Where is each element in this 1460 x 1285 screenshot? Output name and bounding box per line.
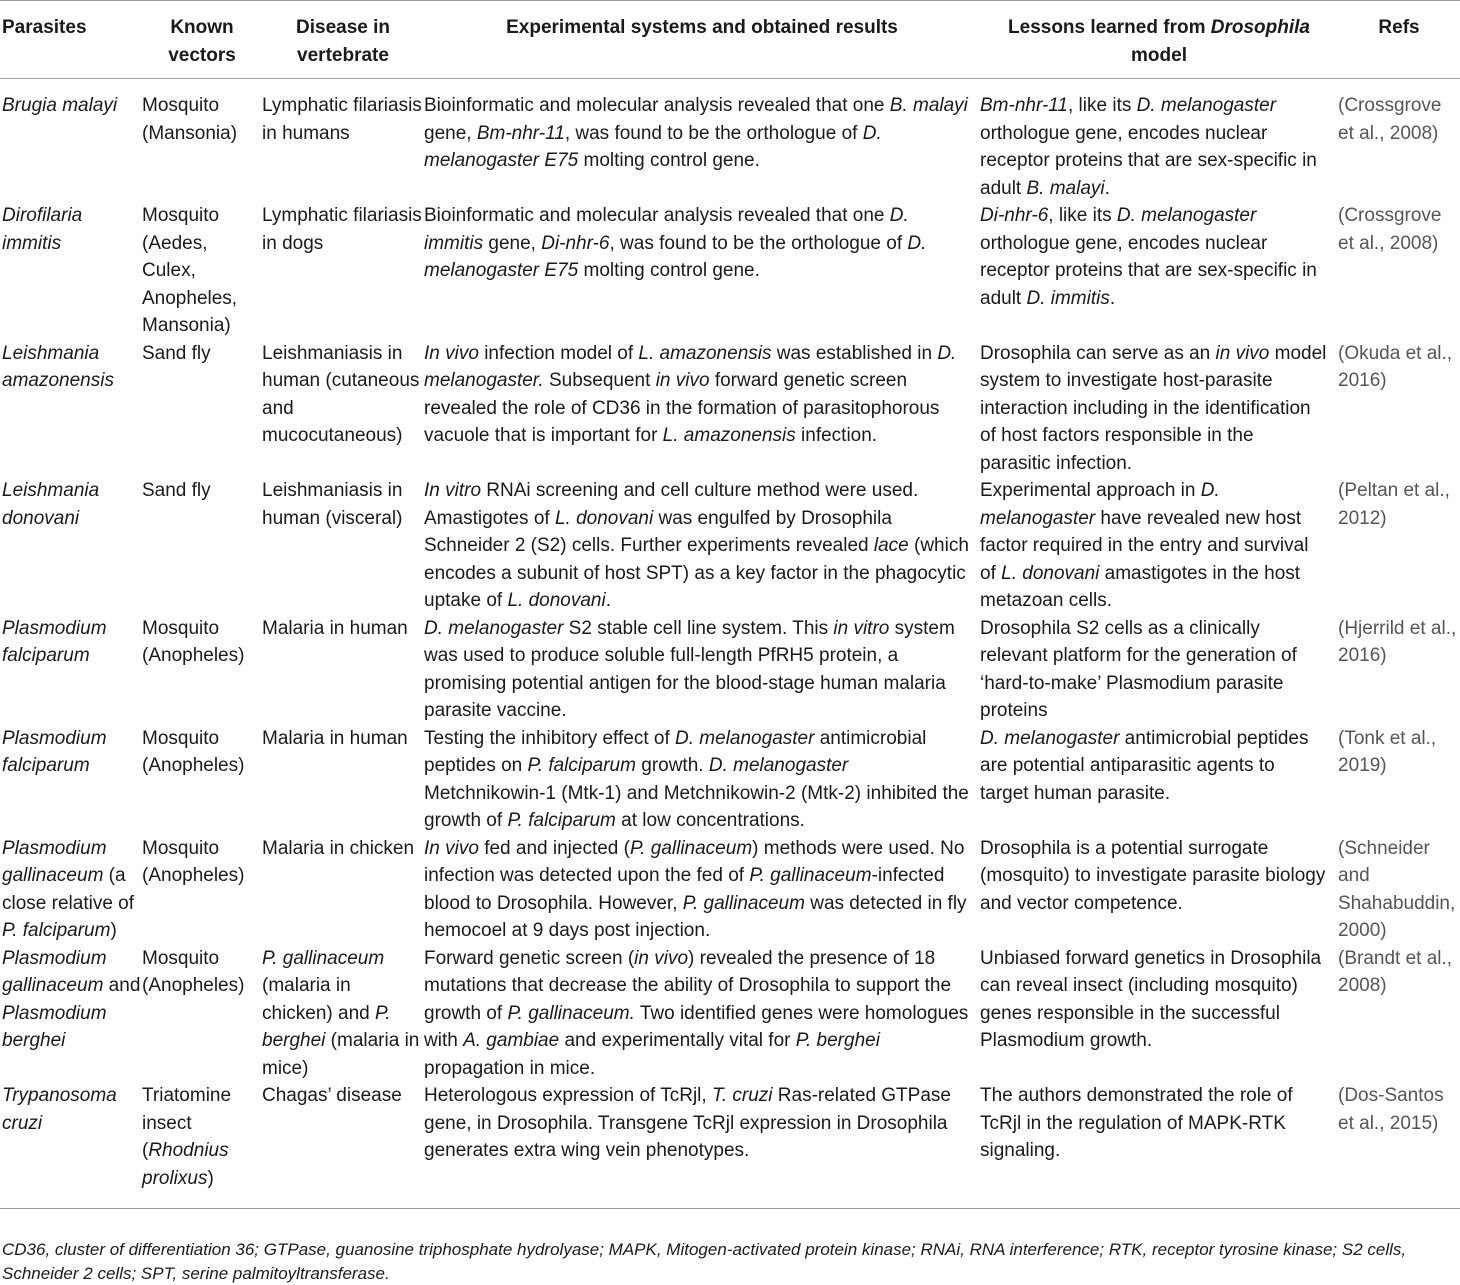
cell-lessons	[980, 202, 1338, 340]
text-segment: , like its	[1048, 205, 1117, 226]
header-lessons-italic: Drosophila	[1210, 17, 1310, 38]
text-segment: Drosophila is a potential surrogate (mosquito) to investigate parasite biology and vector competence.	[980, 837, 1326, 914]
text-segment: P. falciparum	[2, 920, 111, 941]
text-segment: B. malayi	[889, 95, 968, 116]
cell-vector	[142, 1082, 262, 1209]
cell-parasite	[0, 615, 142, 725]
text-segment: have revealed new host factor required in the entry and survival of	[980, 507, 1309, 584]
text-segment: .	[1104, 177, 1110, 199]
cell-lessons	[980, 945, 1338, 1083]
text-segment: Mosquito (Anopheles)	[142, 617, 245, 666]
text-segment: in vivo	[1215, 342, 1270, 364]
cell-vector	[142, 945, 262, 1083]
text-segment: Rhodnius prolixus	[142, 1140, 229, 1189]
table-row	[0, 79, 1460, 203]
text-segment: Heterologous expression of TcRjl,	[424, 1085, 712, 1106]
cell-experimental	[424, 835, 980, 945]
cell-disease	[262, 340, 424, 478]
text-segment: L. donovani	[1001, 562, 1100, 584]
text-segment: Bioinformatic and molecular analysis revealed that one	[424, 95, 890, 116]
text-segment: Leishmaniasis in human (cutaneous and mucocutaneous)	[262, 342, 420, 446]
text-segment: D. melanogaster	[708, 755, 849, 776]
text-segment: fed and injected (	[478, 837, 630, 859]
text-segment: Drosophila can serve as an	[980, 342, 1216, 364]
text-segment: In vivo	[424, 837, 479, 859]
text-segment: Malaria in chicken	[262, 837, 415, 859]
text-segment: (malaria in chicken) and	[262, 975, 376, 1024]
text-segment: Mosquito (Aedes, Culex, Anopheles, Mansonia)	[142, 205, 238, 336]
text-segment: RNAi screening and cell culture method were used. Amastigotes of	[424, 480, 919, 529]
text-segment: D. immitis	[424, 205, 909, 254]
text-segment: P. falciparum	[507, 810, 616, 831]
text-segment: infection model of	[478, 342, 639, 364]
cell-ref: (Tonk et al., 2019)	[1338, 727, 1437, 776]
cell-disease	[262, 79, 424, 203]
cell-disease	[262, 1082, 424, 1209]
text-segment: Plasmodium gallinaceum	[2, 947, 107, 996]
header-disease: Disease in vertebrate	[262, 1, 424, 79]
cell-lessons	[980, 477, 1338, 615]
text-segment: Forward genetic screen (	[424, 947, 635, 969]
cell-ref: (Crossgrove et al., 2008)	[1338, 205, 1442, 254]
text-segment: P. gallinaceum	[262, 947, 385, 969]
text-segment: P. berghei	[795, 1030, 880, 1051]
text-segment: B. malayi	[1026, 177, 1105, 199]
text-segment: orthologue gene, encodes nuclear receptor proteins that are sex-specific in adult	[980, 122, 1317, 199]
cell-experimental	[424, 477, 980, 615]
cell-experimental	[424, 945, 980, 1083]
text-segment: The authors demonstrated the role of TcRjl in the regulation of MAPK-RTK signaling.	[980, 1085, 1293, 1161]
text-segment: D. melanogaster	[675, 727, 815, 749]
cell-vector	[142, 725, 262, 835]
cell-parasite	[0, 945, 142, 1083]
cell-ref: (Dos-Santos et al., 2015)	[1338, 1082, 1460, 1209]
text-segment: in vivo	[655, 370, 710, 391]
text-segment: D. melanogaster E75	[424, 122, 882, 171]
text-segment: infection.	[795, 425, 878, 446]
text-segment: P. gallinaceum	[682, 892, 805, 914]
cell-parasite	[0, 477, 142, 615]
text-segment: D. melanogaster E75	[424, 232, 927, 281]
table-row	[0, 725, 1460, 835]
cell-ref: (Brandt et al., 2008)	[1338, 947, 1453, 996]
text-segment: -infected blood to Drosophila. However,	[424, 865, 945, 914]
cell-experimental	[424, 79, 980, 203]
text-segment: model system to investigate host-parasite interaction including in the identification of host factors responsible in the parasitic infection.	[980, 342, 1327, 474]
text-segment: Testing the inhibitory effect of	[424, 727, 676, 749]
text-segment: D. immitis	[1026, 287, 1110, 309]
text-segment: (malaria in mice)	[262, 1030, 420, 1079]
cell-lessons	[980, 1082, 1338, 1209]
text-segment: D. melanogaster	[980, 727, 1120, 749]
text-segment: ) methods were used. No infection was detected upon the fed of	[424, 837, 965, 886]
text-segment: Chagas’ disease	[262, 1085, 402, 1106]
table-body	[0, 79, 1460, 1209]
text-segment: Lymphatic filariasis in dogs	[262, 205, 422, 254]
text-segment: D. melanogaster.	[424, 342, 957, 391]
cell-lessons	[980, 79, 1338, 203]
text-segment: T. cruzi	[711, 1085, 773, 1106]
cell-disease	[262, 477, 424, 615]
cell-experimental	[424, 615, 980, 725]
text-segment: was detected in fly hemocoel at 9 days post injection.	[424, 892, 967, 941]
text-segment: in vivo	[634, 947, 689, 969]
text-segment: Plasmodium falciparum	[2, 727, 107, 776]
text-segment: antimicrobial peptides are potential antiparasitic agents to target human parasite.	[980, 727, 1309, 804]
table-row	[0, 615, 1460, 725]
text-segment: at low concentrations.	[615, 810, 805, 831]
table-row	[0, 945, 1460, 1083]
text-segment: , was found to be the orthologue of	[564, 122, 863, 144]
cell-lessons	[980, 725, 1338, 835]
text-segment: Mosquito (Anopheles)	[142, 837, 245, 886]
text-segment: molting control gene.	[578, 150, 760, 171]
header-lessons-pre: Lessons learned from	[1008, 17, 1211, 38]
text-segment: L. donovani	[554, 507, 654, 529]
text-segment: L. amazonensis	[662, 425, 796, 446]
table-row	[0, 1082, 1460, 1209]
text-segment: antimicrobial peptides on	[424, 727, 927, 776]
text-segment: Experimental approach in	[980, 480, 1201, 501]
text-segment: Plasmodium berghei	[2, 1002, 107, 1051]
text-segment: Bm-nhr-11	[476, 122, 565, 144]
table-row	[0, 340, 1460, 478]
cell-parasite	[0, 202, 142, 340]
text-segment: propagation in mice.	[424, 1057, 596, 1079]
text-segment: Two identified genes were homologues with	[424, 1002, 969, 1051]
cell-ref: (Peltan et al., 2012)	[1338, 480, 1450, 529]
table-header-row	[0, 1, 1460, 79]
text-segment: )	[207, 1167, 214, 1189]
cell-disease	[262, 835, 424, 945]
text-segment: and	[103, 975, 141, 996]
text-segment: Sand fly	[142, 480, 211, 501]
header-known-vectors: Known vectors	[142, 1, 262, 79]
text-segment: Mosquito (Mansonia)	[142, 95, 238, 144]
text-segment: in vitro	[833, 617, 890, 639]
cell-ref: (Hjerrild et al., 2016)	[1338, 617, 1457, 666]
text-segment: P. berghei	[262, 1002, 391, 1051]
text-segment: (which encodes a subunit of host SPT) as a key factor in the phagocytic uptake of	[424, 535, 969, 611]
text-segment: )	[110, 920, 117, 941]
text-segment: Plasmodium falciparum	[2, 617, 107, 666]
cell-experimental	[424, 340, 980, 478]
text-segment: P. gallinaceum	[629, 837, 753, 859]
text-segment: In vivo	[424, 342, 479, 364]
text-segment: was established in	[771, 342, 938, 364]
text-segment: D. melanogaster	[980, 480, 1220, 529]
text-segment: S2 stable cell line system. This	[563, 617, 834, 639]
cell-vector	[142, 202, 262, 340]
text-segment: molting control gene.	[578, 260, 760, 281]
text-segment: Subsequent	[543, 370, 656, 391]
text-segment: P. gallinaceum	[749, 865, 872, 886]
text-segment: Metchnikowin-1 (Mtk-1) and Metchnikowin-2 (Mtk-2) inhibited the growth of	[424, 782, 969, 831]
table-row	[0, 835, 1460, 945]
text-segment: Lymphatic filariasis in humans	[262, 95, 422, 144]
header-lessons-post: model	[1131, 44, 1187, 66]
text-segment: forward genetic screen revealed the role of CD36 in the formation of parasitophorous vacuole that is important for	[424, 370, 940, 446]
text-segment: Mosquito (Anopheles)	[142, 947, 245, 996]
text-segment: Di-nhr-6	[980, 205, 1049, 226]
cell-experimental	[424, 202, 980, 340]
text-segment: L. donovani	[507, 590, 606, 611]
text-segment: Brugia malayi	[2, 95, 118, 116]
text-segment: .	[1109, 287, 1116, 309]
cell-parasite	[0, 725, 142, 835]
text-segment: Leishmania amazonensis	[2, 342, 114, 391]
text-segment: Leishmaniasis in human (visceral)	[262, 480, 403, 529]
text-segment: A. gambiae	[463, 1030, 560, 1051]
header-parasites: Parasites	[0, 1, 142, 79]
text-segment: Leishmania donovani	[2, 480, 100, 529]
table-row	[0, 477, 1460, 615]
cell-ref: (Crossgrove et al., 2008)	[1338, 95, 1442, 144]
header-lessons	[980, 1, 1338, 79]
text-segment: Triatomine insect (	[142, 1085, 232, 1161]
text-segment: Malaria in human	[262, 727, 408, 749]
cell-parasite	[0, 1082, 142, 1209]
cell-ref: (Schneider and Shahabuddin, 2000)	[1338, 837, 1456, 941]
text-segment: gene,	[424, 122, 477, 144]
cell-disease	[262, 725, 424, 835]
text-segment: Ras-related GTPase gene, in Drosophila. Transgene TcRjl expression in Drosophila generates extra wing vein phenotypes.	[424, 1085, 951, 1161]
text-segment: Bioinformatic and molecular analysis revealed that one	[424, 205, 890, 226]
text-segment: Unbiased forward genetics in Drosophila can reveal insect (including mosquito) genes responsible in the successful Plasmodium growth.	[980, 947, 1322, 1051]
cell-lessons	[980, 835, 1338, 945]
cell-experimental	[424, 725, 980, 835]
cell-disease	[262, 615, 424, 725]
text-segment: Drosophila S2 cells as a clinically relevant platform for the generation of ‘hard-to-make’ Plasmodium parasite proteins	[980, 617, 1297, 721]
text-segment: Malaria in human	[262, 617, 408, 639]
text-segment: , was found to be the orthologue of	[609, 232, 908, 254]
text-segment: amastigotes in the host metazoan cells.	[980, 562, 1301, 611]
text-segment: D. melanogaster	[1136, 95, 1277, 116]
header-experimental: Experimental systems and obtained results	[424, 1, 980, 79]
text-segment: P. gallinaceum.	[507, 1002, 635, 1024]
table-row	[0, 202, 1460, 340]
text-segment: and experimentally vital for	[559, 1030, 796, 1051]
text-segment: Plasmodium gallinaceum	[2, 837, 107, 886]
text-segment: Sand fly	[142, 342, 211, 364]
text-segment: D. melanogaster	[1116, 205, 1257, 226]
table-footnote: CD36, cluster of differentiation 36; GTPase, guanosine triphosphate hydrolyase; MAPK, Mitogen-activated protein kinase; RNAi, RNA interference; RTK, receptor tyrosine kinase; S2 cells, Schneider 2 cells; SPT, serine palmitoyltransferase.	[2, 1240, 1407, 1283]
cell-parasite	[0, 835, 142, 945]
text-segment: , like its	[1068, 95, 1137, 116]
text-segment: Dirofilaria immitis	[2, 205, 83, 254]
cell-disease	[262, 202, 424, 340]
text-segment: ) revealed the presence of 18 mutations that decrease the ability of Drosophila to support the growth of	[424, 947, 952, 1024]
cell-lessons	[980, 340, 1338, 478]
cell-vector	[142, 340, 262, 478]
text-segment: (a close relative of	[2, 865, 135, 914]
text-segment: P. falciparum	[527, 755, 636, 776]
cell-vector	[142, 477, 262, 615]
cell-vector	[142, 79, 262, 203]
text-segment: .	[605, 590, 611, 611]
cell-ref: (Okuda et al., 2016)	[1338, 342, 1453, 391]
text-segment: Mosquito (Anopheles)	[142, 727, 245, 776]
text-segment: system was used to produce soluble full-length PfRH5 protein, a promising potential antigen for the blood-stage human malaria parasite vaccine.	[424, 617, 955, 721]
cell-parasite	[0, 340, 142, 478]
header-refs: Refs	[1338, 1, 1460, 79]
text-segment: gene,	[483, 232, 542, 254]
text-segment: D. melanogaster	[424, 617, 564, 639]
text-segment: was engulfed by Drosophila Schneider 2 (S2) cells. Further experiments revealed	[424, 507, 892, 556]
text-segment: growth.	[635, 755, 709, 776]
text-segment: Bm-nhr-11	[980, 95, 1068, 116]
text-segment: In vitro	[424, 480, 482, 501]
cell-disease	[262, 945, 424, 1083]
text-segment: orthologue gene, encodes nuclear receptor proteins that are sex-specific in adult	[980, 232, 1317, 309]
cell-lessons	[980, 615, 1338, 725]
text-segment: lace	[873, 535, 909, 556]
text-segment: Di-nhr-6	[541, 232, 610, 254]
cell-parasite	[0, 79, 142, 203]
cell-vector	[142, 615, 262, 725]
cell-experimental	[424, 1082, 980, 1209]
cell-vector	[142, 835, 262, 945]
text-segment: Trypanosoma cruzi	[2, 1085, 117, 1134]
text-segment: L. amazonensis	[638, 342, 772, 364]
